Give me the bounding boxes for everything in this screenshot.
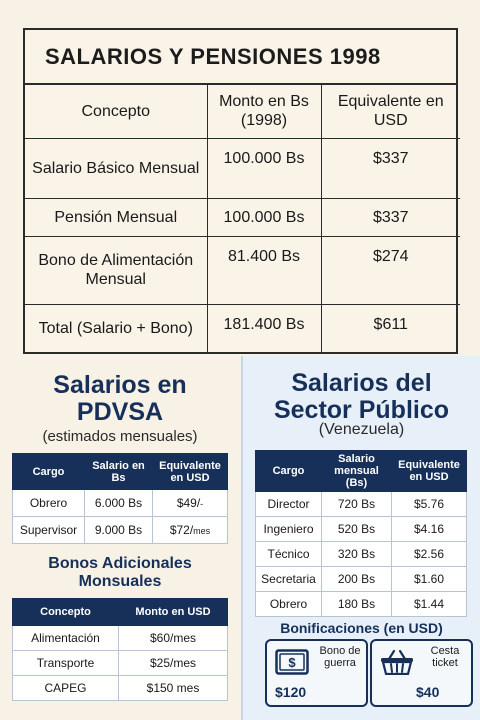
bonos-table: [12, 598, 228, 701]
table-row: [25, 304, 460, 352]
row-usd: $25/mes: [119, 651, 228, 676]
table-row: [256, 592, 467, 617]
header-cargo: Cargo: [256, 451, 322, 492]
cesta-ticket-card: [370, 639, 473, 707]
row-usd: $2.56: [392, 542, 467, 567]
row-bs: 81.400 Bs: [207, 236, 321, 304]
row-usd: $72/mes: [153, 517, 228, 544]
cesta-ticket-amount: $40: [416, 684, 440, 700]
row-bs: 100.000 Bs: [207, 198, 321, 236]
table-row: [13, 490, 228, 517]
public-sector-panel: [241, 356, 480, 720]
dollar-bill-icon: [275, 649, 309, 675]
bonificaciones-title: Bonificaciones (en USD): [280, 620, 443, 636]
row-usd: $4.16: [392, 517, 467, 542]
row-cargo: Secretaria: [256, 567, 322, 592]
row-usd: $337: [321, 138, 460, 198]
header-monto-bs: Monto en Bs (1998): [207, 85, 321, 138]
pdvsa-salary-table: [12, 453, 228, 544]
salaries-1998-table: [23, 28, 458, 354]
table-row: [256, 567, 467, 592]
public-salary-table: [255, 450, 467, 617]
row-bs: 200 Bs: [322, 567, 392, 592]
row-usd: $337: [321, 198, 460, 236]
table-row: [25, 236, 460, 304]
header-usd: Equivalente en USD: [321, 85, 460, 138]
row-usd: $5.76: [392, 492, 467, 517]
pdvsa-title: Salarios en PDVSA: [53, 371, 187, 426]
row-usd: $150 mes: [119, 676, 228, 701]
table-row: [13, 517, 228, 544]
table-row: [256, 517, 467, 542]
header-concepto: Concepto: [25, 85, 207, 138]
pdvsa-subtitle: (estimados mensuales): [42, 428, 198, 445]
row-concept: Salario Básico Mensual: [25, 138, 207, 198]
bono-guerra-label: Bono de guerra: [319, 645, 361, 669]
row-cargo: Obrero: [13, 490, 85, 517]
row-bs: 181.400 Bs: [207, 304, 321, 352]
row-cargo: Técnico: [256, 542, 322, 567]
row-usd: $60/mes: [119, 626, 228, 651]
row-bs: 9.000 Bs: [85, 517, 153, 544]
bono-guerra-card: [265, 639, 368, 707]
row-cargo: Obrero: [256, 592, 322, 617]
row-concept: Alimentación: [13, 626, 119, 651]
public-subtitle: (Venezuela): [318, 421, 405, 438]
header-usd: Equivalente en USD: [153, 454, 228, 490]
row-usd: $49/-: [153, 490, 228, 517]
header-usd: Equivalente en USD: [392, 451, 467, 492]
header-concepto: Concepto: [13, 599, 119, 626]
row-concept: CAPEG: [13, 676, 119, 701]
table-row: [13, 651, 228, 676]
table-row: [256, 542, 467, 567]
row-usd: $274: [321, 236, 460, 304]
row-bs: 6.000 Bs: [85, 490, 153, 517]
table-row: [256, 492, 467, 517]
row-concept: Bono de Alimentación Mensual: [25, 236, 207, 304]
public-title: Salarios del Sector Público: [273, 369, 450, 424]
bono-guerra-amount: $120: [275, 684, 307, 700]
row-usd: $611: [321, 304, 460, 352]
row-bs: 720 Bs: [322, 492, 392, 517]
table-title: SALARIOS Y PENSIONES 1998: [25, 30, 456, 85]
row-concept: Transporte: [13, 651, 119, 676]
cesta-ticket-label: Cesta ticket: [430, 645, 460, 669]
table-row: [13, 676, 228, 701]
row-cargo: Director: [256, 492, 322, 517]
header-cargo: Cargo: [13, 454, 85, 490]
row-cargo: Supervisor: [13, 517, 85, 544]
bonos-title: Bonos Adicionales Monsuales: [48, 555, 192, 590]
svg-text:$: $: [288, 655, 296, 670]
shopping-basket-icon: [380, 649, 414, 675]
table-row: [25, 198, 460, 236]
header-monto-usd: Monto en USD: [119, 599, 228, 626]
row-bs: 520 Bs: [322, 517, 392, 542]
row-concept: Pensión Mensual: [25, 198, 207, 236]
row-usd: $1.44: [392, 592, 467, 617]
row-usd: $1.60: [392, 567, 467, 592]
pdvsa-panel: [0, 356, 240, 720]
table-row: [25, 138, 460, 198]
row-bs: 320 Bs: [322, 542, 392, 567]
header-salario-bs: Salario en Bs: [85, 454, 153, 490]
row-cargo: Ingeniero: [256, 517, 322, 542]
header-salario-bs: Salario mensual (Bs): [322, 451, 392, 492]
row-bs: 180 Bs: [322, 592, 392, 617]
table-row: [13, 626, 228, 651]
row-concept: Total (Salario + Bono): [25, 304, 207, 352]
row-bs: 100.000 Bs: [207, 138, 321, 198]
